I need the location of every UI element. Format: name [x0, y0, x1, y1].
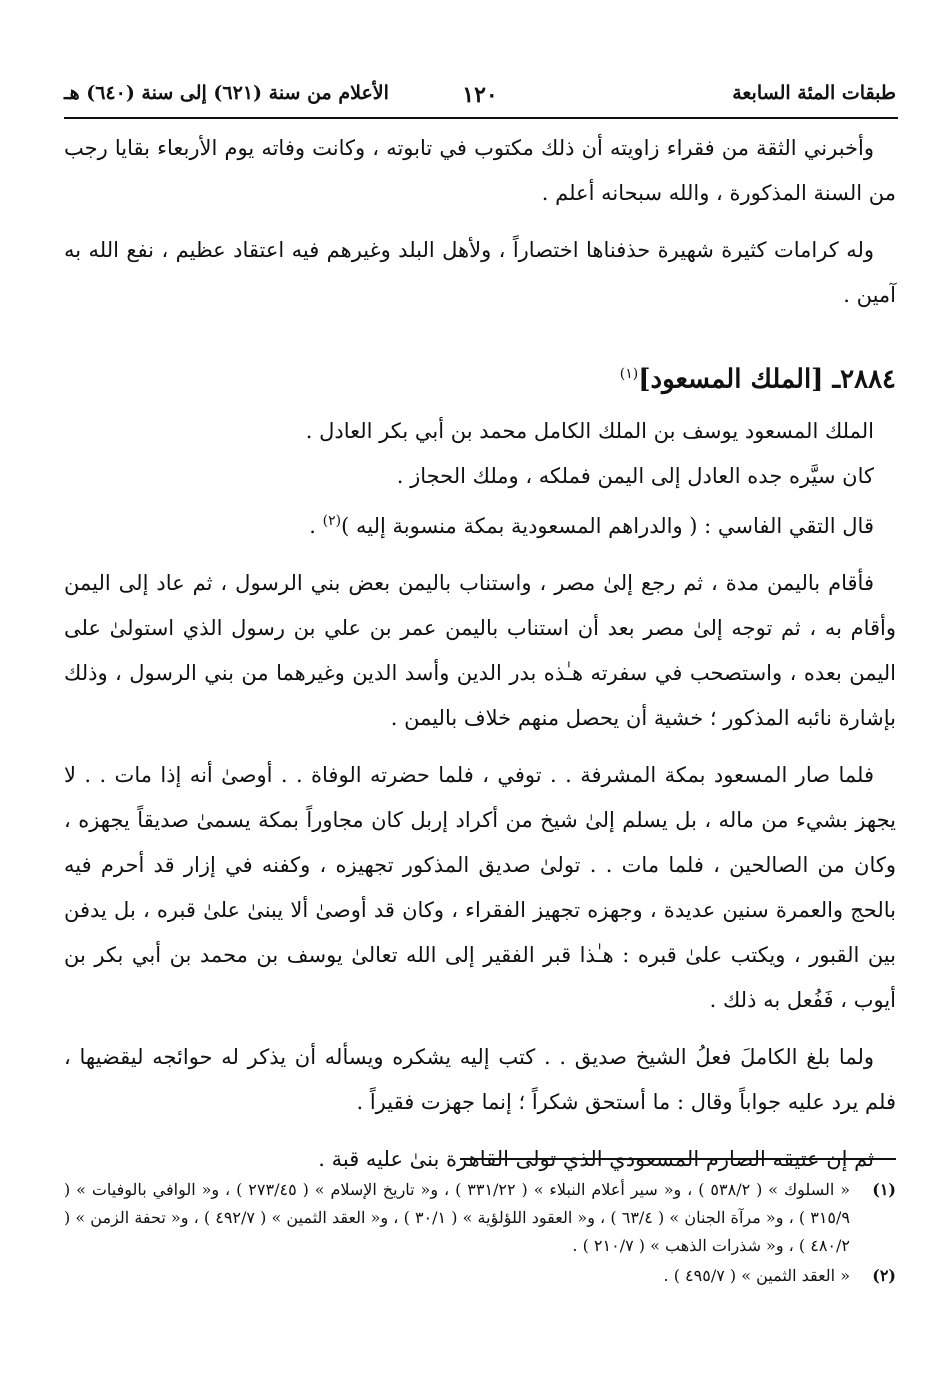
quote-text: قال التقي الفاسي : ( والدراهم المسعودية بمكة منسوبة إليه ): [341, 513, 874, 538]
main-text: [64, 126, 896, 1194]
entry-heading: [64, 352, 896, 403]
running-header: [64, 82, 896, 112]
paragraph: ثم إن عتيقه الصارم المسعودي الذي تولى القاهرة بنىٰ عليه قبة .: [318, 1146, 874, 1171]
footnote-ref: (٢): [322, 512, 342, 529]
footnote-divider: [460, 1158, 896, 1160]
paragraph: فلما صار المسعود بمكة المشرفة . . توفي ، فلما حضرته الوفاة . . أوصىٰ أنه إذا مات . . لا يجهز بشيء من ماله ، بل يسلم إلىٰ شيخ من أكراد إربل كان مجاوراً بمكة يسمىٰ صديقاً يجهزه ، وكان من الصالحين ، فلما مات . . تولىٰ صديق المذكور تجهيزه ، وكفنه في إزار قد أحرم فيه بالحج والعمرة سنين عديدة ، وجهزه تجهيز الفقراء ، وكان قد أوصىٰ ألا يبنىٰ علىٰ قبره ، بل يدفن بين القبور ، ويكتب علىٰ قبره : هـٰذا قبر الفقير إلى الله تعالىٰ يوسف بن محمد بن أبي بكر بن أيوب ، فَفُعل به ذلك .: [64, 762, 896, 1012]
paragraph: وأخبرني الثقة من فقراء زاويته أن ذلك مكتوب في تابوته ، وكانت وفاته يوم الأربعاء بقايا رجب من السنة المذكورة ، والله سبحانه أعلم .: [64, 136, 896, 205]
paragraph: [64, 499, 896, 549]
footnote-number: (١): [872, 1180, 896, 1199]
page-number: ١٢٠: [462, 82, 498, 108]
paragraph: وله كرامات كثيرة شهيرة حذفناها اختصاراً ، ولأهل البلد وغيرهم فيه اعتقاد عظيم ، نفع الله به آمين .: [64, 238, 896, 307]
paragraph: ولما بلغ الكاملَ فعلُ الشيخ صديق . . كتب إليه يشكره ويسأله أن يذكر له حوائجه ليقضيها ، فلم يرد عليه جواباً وقال : ما أستحق شكراً ؛ إنما جهزت فقيراً .: [64, 1044, 896, 1114]
header-year-range: الأعلام من سنة (٦٢١) إلى سنة (٦٤٠) هـ: [64, 82, 389, 104]
paragraph: فأقام باليمن مدة ، ثم رجع إلىٰ مصر ، واستناب باليمن بعض بني الرسول ، ثم عاد إلى اليمن وأقام به ، ثم توجه إلىٰ مصر بعد أن استناب باليمن عمر بن علي بن رسول الذي استولىٰ على اليمن بعده ، واستصحب في سفرته هـٰذه بدر الدين وأسد الدين وغيرهما من بني الرسول ، وذلك بإشارة نائبه المذكور ؛ خشية أن يحصل منهم خلاف باليمن .: [64, 570, 896, 730]
footnote-text: « العقد الثمين » ( ٤٩٥/٧ ) .: [663, 1266, 850, 1285]
entry-title-text: ٢٨٨٤ـ [الملك المسعود]: [638, 364, 896, 395]
header-section-title: طبقات المئة السابعة: [732, 82, 896, 104]
footnote-item: [64, 1176, 896, 1260]
header-divider: [64, 117, 898, 119]
sentence-end: .: [309, 513, 323, 538]
footnote-ref: (١): [619, 366, 639, 382]
paragraph: الملك المسعود يوسف بن الملك الكامل محمد بن أبي بكر العادل .: [305, 418, 874, 443]
footnotes: [64, 1176, 896, 1292]
footnote-item: [64, 1262, 896, 1290]
footnote-number: (٢): [872, 1266, 896, 1285]
footnote-text: « السلوك » ( ٥٣٨/٢ ) ، و« سير أعلام النبلاء » ( ٣٣١/٢٢ ) ، و« تاريخ الإسلام » ( ٢٧٣/٤٥ ) ، و« الوافي بالوفيات » ( ٣١٥/٩ ) ، و« مرآة الجنان » ( ٦٣/٤ ) ، و« العقود اللؤلؤية » ( ٣٠/١ ) ، و« العقد الثمين » ( ٤٩٢/٧ ) ، و« تحفة الزمن » ( ٤٨٠/٢ ) ، و« شذرات الذهب » ( ٢١٠/٧ ) .: [64, 1180, 851, 1255]
paragraph: كان سيَّره جده العادل إلى اليمن فملكه ، وملك الحجاز .: [396, 463, 874, 488]
